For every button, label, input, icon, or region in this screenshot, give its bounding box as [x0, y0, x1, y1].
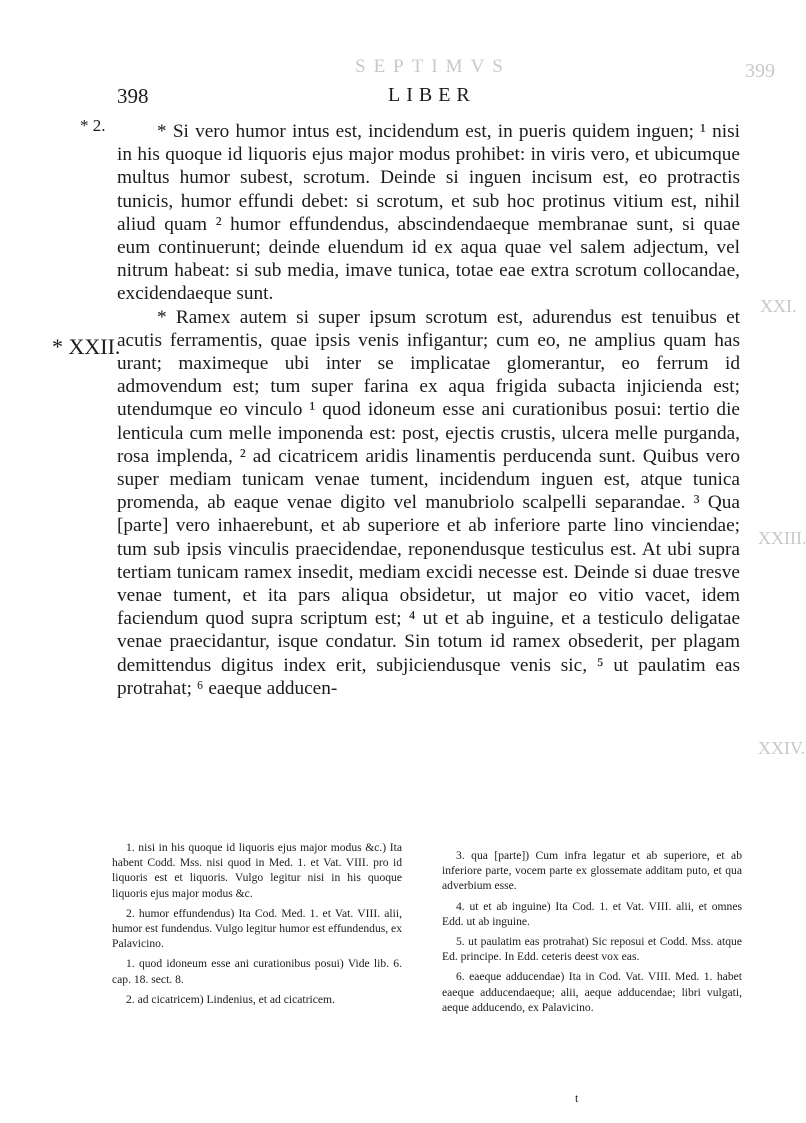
show-through-margin-number: XXIV. [758, 738, 806, 758]
margin-chapter-number: * XXII. [52, 334, 121, 359]
paragraph: * Ramex autem si super ipsum scrotum est, adurendus est tenuibus et acutis ferramentis, quae ipsis venis infigantur; cum eo, ne amplius quam has urant; maximeque ubi inter se implicatae glomerantur, eo ferrum id admovendum est; tum super farina ex aqua frigida subacta injicienda est; utendumque eo vinculo ¹ quod idoneum esse ani curationibus posui: tertio die lenticula cum melle imponenda est: post, ejectis crustis, ulcera melle purganda, rosa implenda, ² ad cicatricem aridis linamentis perducenda sunt. Quibus vero super mediam tunicam venae tument, incidendum inguen est, atque tunica promenda, ab eaque venae digito vel manubriolo scalpelli separandae. ³ Qua [parte] vero inhaerebunt, et ab superiore et ab inferiore parte lino vinciendae; tum sub ipsis vinculis praecidendae, reponendusque testiculus est. At ubi supra tertiam tunicam ramex insedit, mediam excidi necesse est. Deinde si duae tresve venae tument, et ita pars aliqua obsidetur, ut major eo vitio vacet, idem faciendum quod supra scriptum est; ⁴ ut et ab inguine, et a testiculo deligatae venae praecidantur, isque condatur. Sin totum id ramex obsederit, per plagam demittendus digitus index erit, subjiciendusque venis sic, ⁵ ut paulatim eas protrahat; ⁶ eaeque adducen- [117, 306, 740, 699]
margin-section-number: * 2. [80, 116, 106, 135]
footnote: 2. ad cicatricem) Lindenius, et ad cicatricem. [126, 992, 335, 1006]
footnotes-left-column [112, 840, 402, 1020]
show-through-margin-number: XXI. [760, 296, 797, 316]
page-number: 398 [117, 84, 149, 108]
footnote: 6. eaeque adducendae) Ita in Cod. Vat. VIII. Med. 1. habet eaeque adducendaeque; alii, aeque adducendae; libri vulgati, aeque adducendo, ex Palavicino. [442, 970, 742, 1014]
show-through-running-title: SEPTIMVS [355, 56, 511, 77]
paragraph: * Si vero humor intus est, incidendum est, in pueris quidem inguen; ¹ nisi in his quoque id liquoris ejus major modus prohibet: in viris vero, et ubicumque multus humor subest, scrotum. Deinde si inguen incisum est, eo protractis tunicis, humor effundi debet: si scrotum, et sub hoc protinus vitium est, nihil aliud quam ² humor effundendus, abscindendaeque membranae sunt, si quae eum continuerunt; deinde eluendum id ex aqua quae vel salem adjectum, vel nitrum habeat: si sub media, imave tunica, totae eae extra scrotum collocandae, excidendaeque sunt. [117, 121, 740, 305]
footnote: 1. quod idoneum esse ani curationibus posui) Vide lib. 6. cap. 18. sect. 8. [112, 957, 402, 986]
signature-mark: t [575, 1091, 579, 1105]
footnote: 1. nisi in his quoque id liquoris ejus major modus &c.) Ita habent Codd. Mss. nisi quod in Med. 1. et Vat. VIII. pro id liquoris est et liquoris. Vulgo legitur nisi in his quoque liquoris ejus major modus &c. [112, 841, 402, 900]
footnote: 4. ut et ab inguine) Ita Cod. 1. et Vat. VIII. alii, et omnes Edd. ut ab inguine. [442, 899, 742, 928]
show-through-margin-number: XXIII. [758, 528, 806, 548]
main-text [117, 120, 740, 700]
footnote: 3. qua [parte]) Cum infra legatur et ab superiore, et ab inferiore parte, vocem parte ex glossemate additam puto, et qua adverbium esse. [442, 849, 742, 893]
footnote: 2. humor effundendus) Ita Cod. Med. 1. et Vat. VIII. alii, humor est fundendus. Vulgo legitur humor est effundendus, ex Palavicino. [112, 906, 402, 951]
footnote: 5. ut paulatim eas protrahat) Sic reposui et Codd. Mss. atque Ed. principe. In Edd. ceteris deest vox eas. [442, 935, 742, 964]
running-head [0, 84, 800, 114]
show-through-page-number: 399 [745, 60, 775, 82]
running-title: LIBER [388, 84, 476, 106]
footnotes [112, 840, 742, 1020]
footnotes-right-column [442, 840, 742, 1020]
